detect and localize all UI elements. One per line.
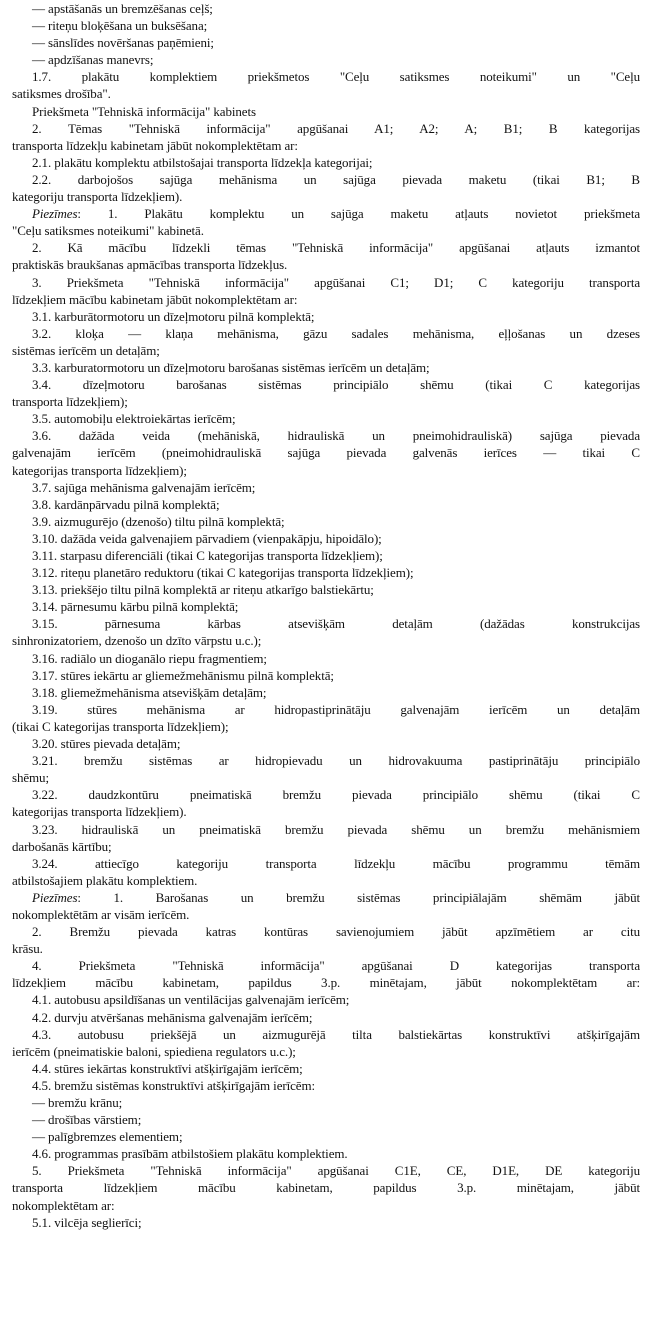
text-line: 4.2. durvju atvēršanas mehānisma galvenajām ierīcēm; <box>32 1009 313 1025</box>
text-line: darbošanās kārtību; <box>12 838 112 854</box>
text-line: 3.4. dīzeļmotoru barošanas sistēmas principiālo shēmu (tikai C kategorijas <box>32 377 640 393</box>
text-line: 2. Kā mācību līdzekli tēmas "Tehniskā informācija" apgūšanai atļauts izmantot <box>32 240 640 256</box>
text-line: 2. Tēmas "Tehniskā informācija" apgūšanai A1; A2; A; B1; B kategorijas <box>32 120 640 136</box>
text-line: transporta līdzekļu kabinetam jābūt nokomplektētam ar: <box>12 137 298 153</box>
note-text: : 1. Barošanas un bremžu sistēmas principiālajām shēmām jābūt <box>77 889 640 905</box>
text-line: 3.13. priekšējo tiltu pilnā komplektā ar riteņu atkarīgo balstiekārtu; <box>32 582 374 598</box>
text-line <box>12 205 640 222</box>
text-line <box>12 889 640 906</box>
note-text: : 1. Plakātu komplektu un sajūga maketu atļauts novietot priekšmeta <box>77 206 640 222</box>
text-line: 3.20. stūres pievada detaļām; <box>32 736 181 752</box>
text-line: 3.1. karburātormotoru un dīzeļmotoru pilnā komplektā; <box>32 308 315 324</box>
text-line: 3.12. riteņu planetāro reduktoru (tikai C kategorijas transporta līdzekļiem); <box>32 565 414 581</box>
text-line: Priekšmeta "Tehniskā informācija" kabinets <box>32 103 256 119</box>
note-label: Piezīmes <box>32 889 78 905</box>
text-line: — drošības vārstiem; <box>32 1112 142 1128</box>
text-line: 3.21. bremžu sistēmas ar hidropievadu un hidrovakuuma pastiprinātāju principiālo <box>32 753 640 769</box>
text-line: sistēmas ierīcēm un detaļām; <box>12 342 160 358</box>
text-line: "Ceļu satiksmes noteikumi" kabinetā. <box>12 223 204 239</box>
text-line: 3.5. automobiļu elektroiekārtas ierīcēm; <box>32 411 236 427</box>
text-line: krāsu. <box>12 941 43 957</box>
text-line: 2. Bremžu pievada katras kontūras savienojumiem jābūt apzīmētiem ar citu <box>32 924 640 940</box>
text-line: kategoriju transporta līdzekļiem). <box>12 189 183 205</box>
text-line: sinhronizatoriem, dzenošo un dzīto vārpstu u.c.); <box>12 633 262 649</box>
text-line: 3.10. dažāda veida galvenajiem pārvadiem (vienpakāpju, hipoidālo); <box>32 530 382 546</box>
text-line: 1.7. plakātu komplektiem priekšmetos "Ceļu satiksmes noteikumi" un "Ceļu <box>32 69 640 85</box>
text-line: 3.24. attiecīgo kategoriju transporta līdzekļu mācību programmu tēmām <box>32 855 640 871</box>
text-line: 3.19. stūres mehānisma ar hidropastiprinātāju galvenajām ierīcēm un detaļām <box>32 701 640 717</box>
text-line: — riteņu bloķēšana un buksēšana; <box>32 18 208 34</box>
text-line: transporta līdzekļiem mācību kabinetam, papildus 3.p. minētajam, jābūt <box>12 1180 640 1196</box>
text-line: praktiskās braukšanas apmācības transporta līdzekļus. <box>12 257 288 273</box>
text-line: shēmu; <box>12 770 49 786</box>
text-line: 5. Priekšmeta "Tehniskā informācija" apgūšanai C1E, CE, D1E, DE kategoriju <box>32 1163 640 1179</box>
text-line: — palīgbremzes elementiem; <box>32 1129 183 1145</box>
text-line: 3.17. stūres iekārtu ar gliemežmehānismu pilnā komplektā; <box>32 667 334 683</box>
text-line: 2.1. plakātu komplektu atbilstošajai transporta līdzekļa kategorijai; <box>32 154 373 170</box>
text-line: 2.2. darbojošos sajūga mehānisma un sajūga pievada maketu (tikai B1; B <box>32 171 640 187</box>
text-line: 3.23. hidrauliskā un pneimatiskā bremžu pievada shēmu un bremžu mehānismiem <box>32 821 640 837</box>
text-line: 3. Priekšmeta "Tehniskā informācija" apgūšanai C1; D1; C kategoriju transporta <box>32 274 640 290</box>
text-line: atbilstošajiem plakātu komplektiem. <box>12 872 198 888</box>
text-line: 3.6. dažāda veida (mehāniskā, hidrauliskā un pneimohidrauliskā) sajūga pievada <box>32 428 640 444</box>
text-line: 3.16. radiālo un dioganālo riepu fragmentiem; <box>32 650 267 666</box>
note-label: Piezīmes <box>32 206 78 222</box>
text-line: (tikai C kategorijas transporta līdzekļiem); <box>12 718 229 734</box>
text-line: ierīcēm (pneimatiskie baloni, spiediena regulators u.c.); <box>12 1043 296 1059</box>
text-line: satiksmes drošība". <box>12 86 111 102</box>
text-line: 4.5. bremžu sistēmas konstruktīvi atšķirīgajām ierīcēm: <box>32 1077 315 1093</box>
text-line: 3.9. aizmugurējo (dzenošo) tiltu pilnā komplektā; <box>32 513 285 529</box>
text-line: 4.1. autobusu apsildīšanas un ventilācijas galvenajām ierīcēm; <box>32 992 350 1008</box>
text-line: 5.1. vilcēja seglierīci; <box>32 1214 142 1230</box>
text-line: transporta līdzekļiem); <box>12 394 128 410</box>
text-line: līdzekļiem mācību kabinetam, papildus 3.p. minētajam, jābūt nokomplektētam ar: <box>12 975 640 991</box>
text-line: — apstāšanās un bremzēšanas ceļš; <box>32 1 213 16</box>
text-line: — sānslīdes novēršanas paņēmieni; <box>32 35 214 51</box>
text-line: galvenajām ierīcēm (pneimohidrauliskā sajūga pievada galvenās ierīces — tikai C <box>12 445 640 461</box>
text-line: 3.15. pārnesuma kārbas atsevišķām detaļām (dažādas konstrukcijas <box>32 616 640 632</box>
text-line: 3.18. gliemežmehānisma atsevišķām detaļām; <box>32 684 267 700</box>
text-line: 3.14. pārnesumu kārbu pilnā komplektā; <box>32 599 239 615</box>
text-line: nokomplektētām ar visām ierīcēm. <box>12 906 190 922</box>
text-line: 4. Priekšmeta "Tehniskā informācija" apgūšanai D kategorijas transporta <box>32 958 640 974</box>
text-line: — bremžu krānu; <box>32 1095 123 1110</box>
text-line: nokomplektētam ar: <box>12 1197 115 1213</box>
text-line: — apdzīšanas manevrs; <box>32 52 154 68</box>
text-line: 4.6. programmas prasībām atbilstošiem plakātu komplektiem. <box>32 1146 348 1162</box>
text-line: 3.7. sajūga mehānisma galvenajām ierīcēm; <box>32 479 256 495</box>
text-line: 3.3. karburatormotoru un dīzeļmotoru barošanas sistēmas ierīcēm un detaļām; <box>32 359 430 375</box>
text-line: 3.22. daudzkontūru pneimatiskā bremžu pievada principiālo shēmu (tikai C <box>32 787 640 803</box>
text-line: kategorijas transporta līdzekļiem). <box>12 804 187 820</box>
text-line: kategorijas transporta līdzekļiem); <box>12 462 187 478</box>
text-line: 4.3. autobusu priekšējā un aizmugurējā tilta balstiekārtas konstruktīvi atšķirīgajām <box>32 1026 640 1042</box>
text-line: 3.11. starpasu diferenciāli (tikai C kategorijas transporta līdzekļiem); <box>32 548 383 563</box>
text-line: 3.2. kloķa — klaņa mehānisma, gāzu sadales mehānisma, eļļošanas un dzeses <box>32 325 640 341</box>
text-line: 4.4. stūres iekārtas konstruktīvi atšķirīgajām ierīcēm; <box>32 1060 303 1076</box>
text-line: 3.8. kardānpārvadu pilnā komplektā; <box>32 496 220 512</box>
text-line: līdzekļiem mācību kabinetam jābūt nokomplektētam ar: <box>12 291 298 307</box>
